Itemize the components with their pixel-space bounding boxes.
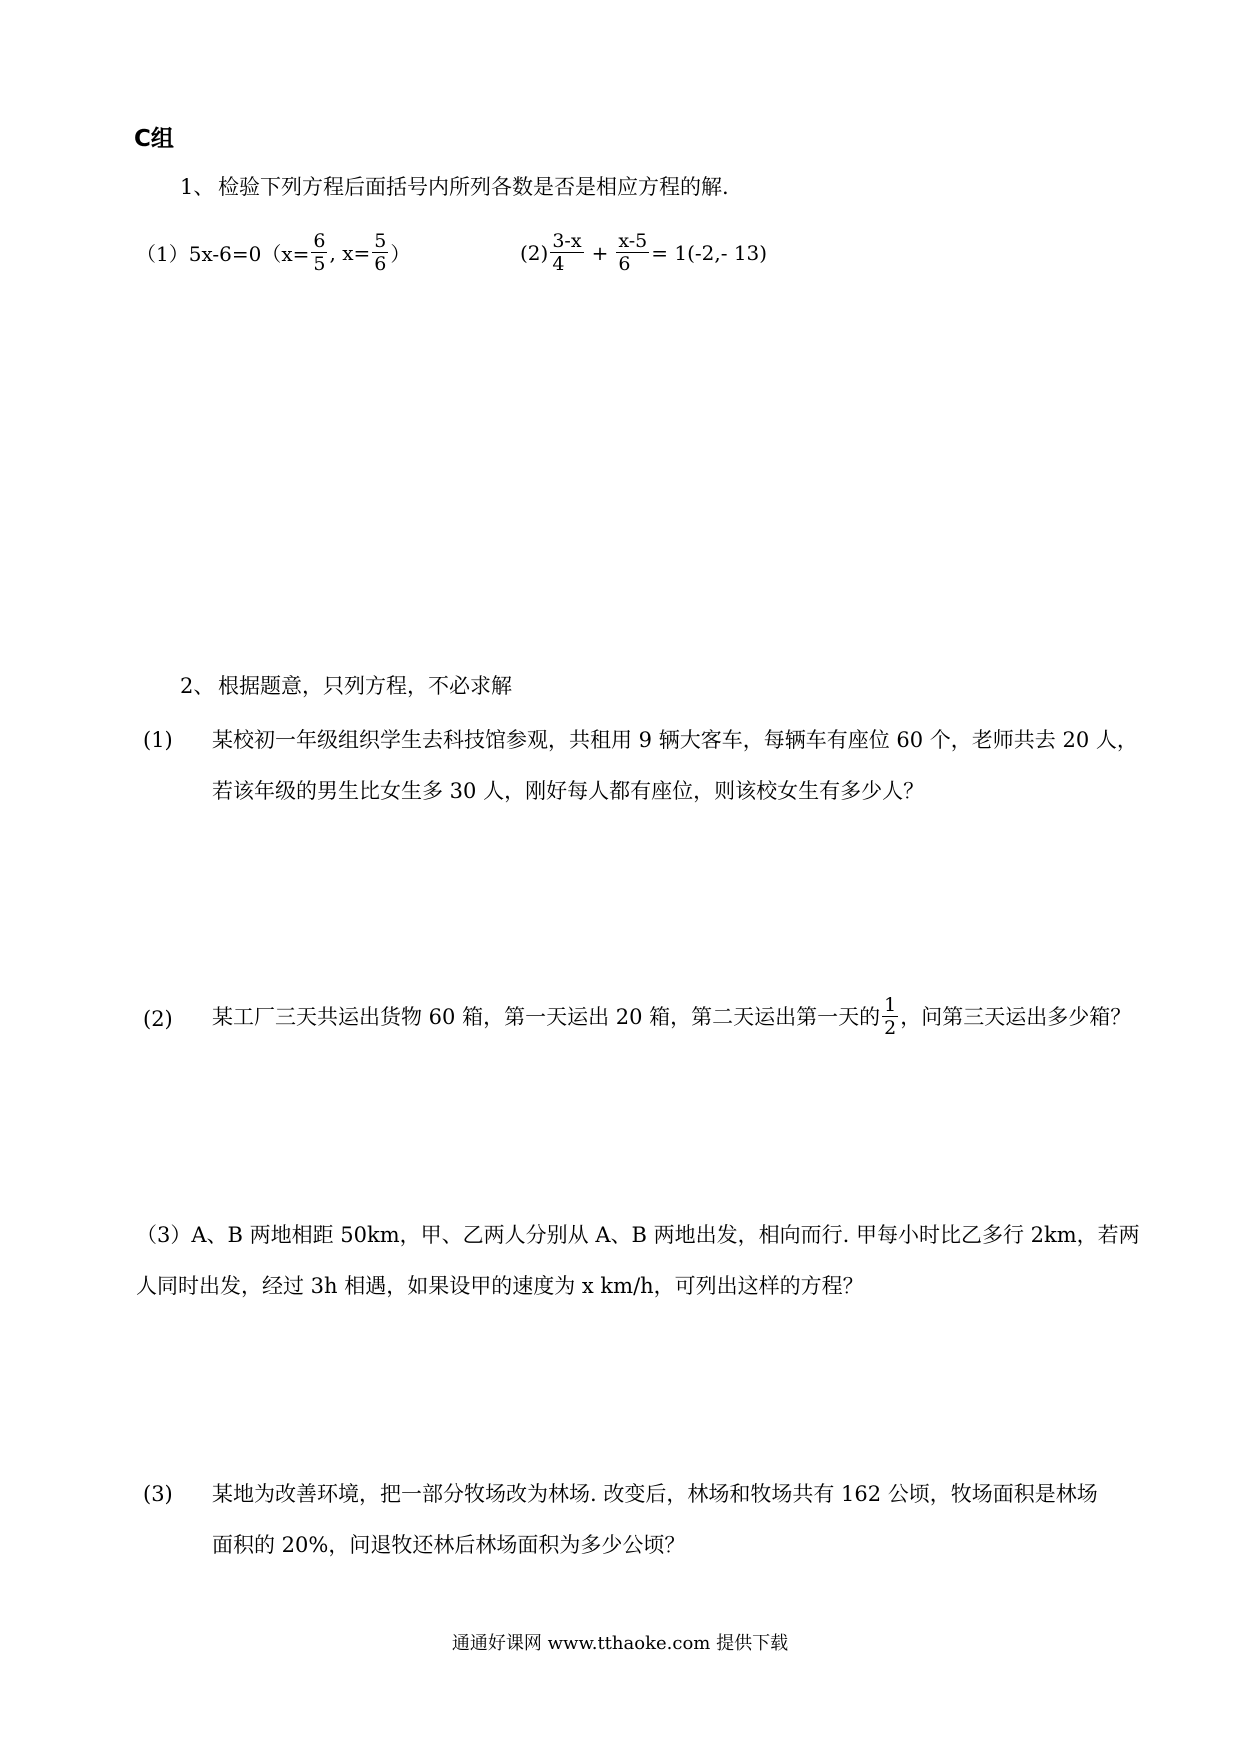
fraction-numerator: x-5 bbox=[618, 230, 648, 252]
q1-part1-separator: , x= bbox=[329, 240, 371, 265]
fraction bbox=[882, 994, 898, 1039]
q1-part1-equation bbox=[136, 230, 410, 275]
fraction bbox=[616, 230, 649, 275]
fraction bbox=[372, 230, 388, 275]
q2-number: 2、 bbox=[180, 674, 215, 698]
q2-item2-before: 某工厂三天共运出货物 60 箱，第一天运出 20 箱，第二天运出第一天的 bbox=[212, 1004, 881, 1029]
q2-item4-label: (3) bbox=[143, 1482, 173, 1506]
q2-item1-line1: 某校初一年级组织学生去科技馆参观，共租用 9 辆大客车，每辆车有座位 60 个，老师共去 20 人， bbox=[212, 728, 1138, 752]
q2-item3-line1: （3）A、B 两地相距 50km，甲、乙两人分别从 A、B 两地出发，相向而行. 甲每小时比乙多行 2km，若两 bbox=[136, 1223, 1140, 1247]
fraction-numerator: 5 bbox=[374, 230, 387, 252]
q2-item4-line1: 某地为改善环境，把一部分牧场改为林场. 改变后，林场和牧场共有 162 公顷，牧场面积是林场 bbox=[212, 1482, 1098, 1506]
q2-item1-line2: 若该年级的男生比女生多 30 人，刚好每人都有座位，则该校女生有多少人？ bbox=[212, 779, 925, 803]
fraction-denominator: 5 bbox=[313, 253, 326, 275]
q2-item2-after: ，问第三天运出多少箱？ bbox=[900, 1004, 1132, 1029]
q1-number: 1、 bbox=[180, 175, 215, 199]
q2-item1-label: (1) bbox=[143, 728, 173, 752]
fraction-denominator: 2 bbox=[884, 1017, 897, 1039]
fraction bbox=[311, 230, 327, 275]
q1-part2-label: (2) bbox=[520, 240, 549, 265]
section-heading: C组 bbox=[134, 126, 174, 152]
fraction-denominator: 4 bbox=[552, 253, 565, 275]
plus-sign: + bbox=[591, 240, 609, 265]
fraction-numerator: 6 bbox=[313, 230, 326, 252]
q2-item3-line2: 人同时出发，经过 3h 相遇，如果设甲的速度为 x km/h，可列出这样的方程？ bbox=[136, 1274, 864, 1298]
q1-prompt: 检验下列方程后面括号内所列各数是否是相应方程的解. bbox=[218, 175, 729, 199]
q2-item2-label: (2) bbox=[143, 1007, 173, 1031]
fraction-numerator: 1 bbox=[884, 994, 897, 1016]
q2-prompt: 根据题意，只列方程，不必求解 bbox=[218, 674, 512, 698]
q1-part1-close: ） bbox=[390, 242, 411, 266]
fraction-numerator: 3-x bbox=[552, 230, 582, 252]
q2-item2-text bbox=[212, 994, 1131, 1039]
q1-part1-label: （1） bbox=[136, 242, 189, 266]
page-footer: 通通好课网 www.tthaoke.com 提供下载 bbox=[451, 1633, 789, 1654]
q1-part2-equation bbox=[520, 230, 767, 275]
fraction-denominator: 6 bbox=[374, 253, 387, 275]
fraction-denominator: 6 bbox=[618, 253, 631, 275]
fraction bbox=[550, 230, 583, 275]
q1-part2-rest: = 1(-2,- 13) bbox=[651, 240, 768, 265]
q1-part1-equation-text: 5x-6=0（x= bbox=[188, 242, 310, 266]
q2-item4-line2: 面积的 20%，问退牧还林后林场面积为多少公顷？ bbox=[212, 1533, 686, 1557]
